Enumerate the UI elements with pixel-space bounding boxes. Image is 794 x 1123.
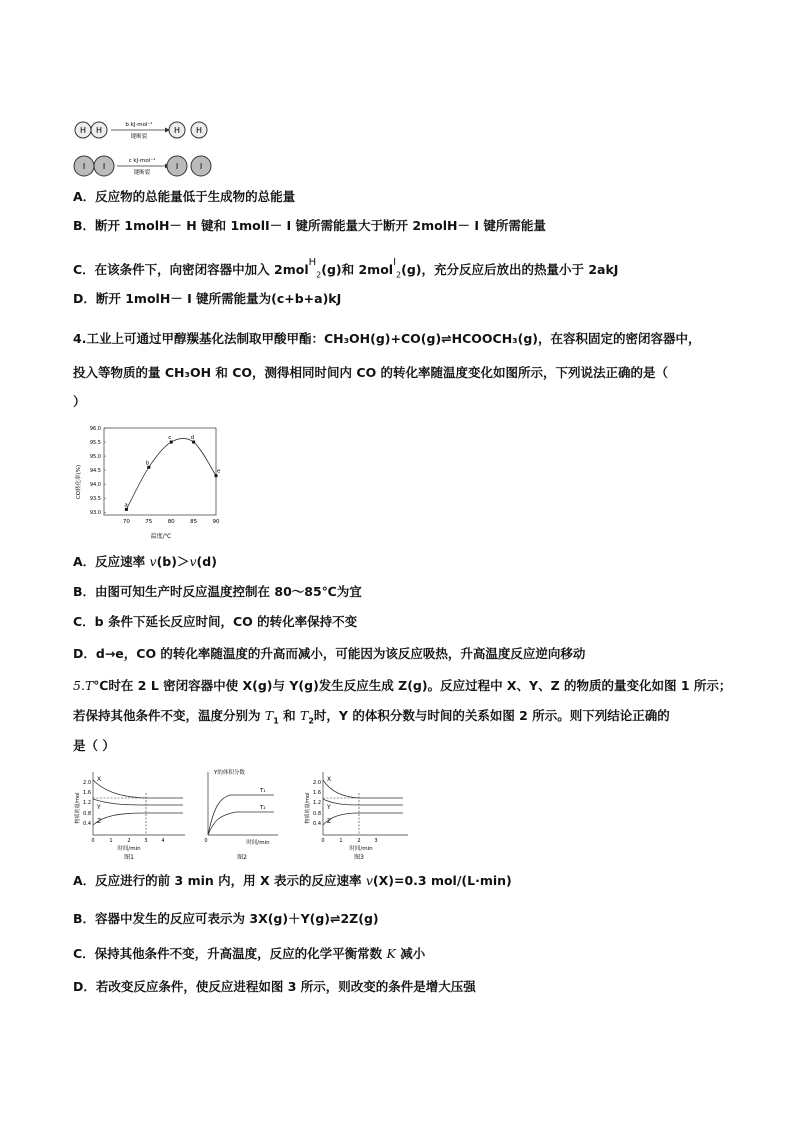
option-text: A．反应速率 (73, 554, 150, 569)
plot-frame (104, 428, 216, 515)
y-tick-label: 93.5 (89, 496, 101, 503)
q3-option-d: D．断开 1molH－ I 键所需能量为(c+b+a)kJ (73, 291, 342, 306)
arrow-label-top: b kJ·mol⁻¹ (125, 122, 153, 128)
figure-caption: 图1 (124, 854, 134, 861)
y-tick-label: 0.8 (83, 811, 91, 817)
option-text: (X)=0.3 mol/(L·min) (372, 873, 512, 888)
arrow-label-bottom: 键断裂 (133, 170, 151, 176)
h2-formula: H (308, 257, 317, 268)
q5-stem-line1 (73, 677, 731, 695)
x-curve (323, 780, 403, 798)
x-axis-label: 时间/min (117, 846, 141, 852)
equilibrium-constant-symbol: K (386, 946, 396, 961)
x-axis-label: 时间/min (349, 846, 373, 852)
y-tick-label: 94.5 (89, 468, 101, 475)
y-tick-label: 1.2 (83, 800, 91, 806)
z-curve (323, 813, 403, 825)
x-curve (93, 780, 183, 798)
x-axis-label: 时间/min (246, 840, 270, 846)
atom-label: I (199, 162, 203, 171)
x-tick-label: 4 (161, 838, 165, 844)
q3-option-c: C．在该条件下，向密闭容器中加入 2mol$^H_2$(g)和 2mol$^I_2$(g)，充分反应后放出的热量小于 2akJ (73, 257, 619, 280)
y-tick-label: 1.6 (83, 790, 91, 796)
rate-symbol: v (189, 554, 197, 569)
stem-text: 若保持其他条件不变，温度分别为 (73, 708, 265, 723)
point-label: e (217, 468, 221, 475)
option-text: (d) (196, 554, 217, 569)
origin-label: 0 (204, 838, 208, 844)
figure-2 (200, 766, 290, 863)
x-tick-label: 85 (190, 519, 198, 525)
atom-label: I (82, 162, 86, 171)
q4-option-d: D．d→e，CO 的转化率随温度的升高而减小，可能因为该反应吸热，升高温度反应逆向移动 (73, 646, 586, 661)
y-tick-label: 0.4 (313, 821, 321, 827)
y-tick-label: 95.5 (89, 440, 101, 447)
stem-text: 时，Y 的体积分数与时间的关系如图 2 所示。则下列结论正确的 (313, 708, 670, 723)
x-tick-label: 75 (145, 519, 153, 525)
co-conversion-chart (73, 420, 223, 542)
rate-symbol: v (149, 554, 157, 569)
y-axis-label: 物质的量/mol (305, 792, 311, 824)
temperature-symbol: T (84, 678, 94, 693)
curve-label: Z (327, 818, 332, 825)
i2-formula: I (393, 257, 397, 268)
q3-option-a: A．反应物的总能量低于生成物的总能量 (73, 189, 296, 204)
y-tick-label: 1.2 (313, 800, 321, 806)
y-tick-label: 95.0 (89, 454, 101, 461)
h2-bond-row (75, 121, 207, 140)
x-tick-label: 3 (374, 838, 378, 844)
q5-option-d: D．若改变反应条件，使反应进程如图 3 所示，则改变的条件是增大压强 (73, 979, 476, 994)
atom-label: H (79, 126, 87, 135)
atom-label: H (95, 126, 103, 135)
q4-option-c: C．b 条件下延长反应时间，CO 的转化率保持不变 (73, 614, 358, 629)
q4-option-a (73, 553, 217, 571)
x-tick-label: 2 (357, 838, 361, 844)
point-label: b (145, 460, 150, 467)
q5-option-a (73, 872, 512, 890)
x-tick-label: 1 (109, 838, 113, 844)
q4-stem-line2: 投入等物质的量 CH₃OH 和 CO，测得相同时间内 CO 的转化率随温度变化如图所示，下列说法正确的是（ (73, 365, 669, 380)
option-text: A．反应进行的前 3 min 内，用 X 表示的反应速率 (73, 873, 366, 888)
stem-text: 和 (278, 708, 300, 723)
curve-label: X (97, 776, 102, 783)
point-label: d (190, 435, 195, 442)
x-tick-label: 0 (321, 838, 325, 844)
x-tick-label: 1 (339, 838, 343, 844)
q4-stem-line3: ） (73, 394, 86, 409)
q5-stem-line2 (73, 707, 670, 731)
option-text: (g)，充分反应后放出的热量小于 2akJ (401, 262, 619, 278)
y-axis-label: CO转化率(%) (76, 464, 82, 500)
option-text: (b)＞ (156, 554, 190, 569)
figure-caption: 图3 (354, 854, 364, 861)
curve-label: X (327, 776, 332, 783)
x-axis-label: 温度/℃ (150, 533, 172, 540)
t1-curve (208, 795, 274, 835)
y-tick-label: 0.8 (313, 811, 321, 817)
curve-label: Z (97, 818, 102, 825)
y-curve (93, 799, 183, 805)
stem-text: ℃时在 2 L 密闭容器中使 X(g)与 Y(g)发生反应生成 Z(g)。反应过程中 X、Y、Z 的物质的量变化如图 1 所示； (93, 678, 732, 693)
temperature-symbol: T (300, 708, 309, 723)
conversion-curve (126, 438, 216, 509)
y-tick-label: 2.0 (83, 780, 91, 786)
temperature-symbol: T (264, 708, 274, 723)
atom-label: I (175, 162, 179, 171)
arrow-label-top: c kJ·mol⁻¹ (128, 158, 156, 164)
y-tick-label: 0.4 (83, 821, 91, 827)
y-tick-label: 93.0 (89, 510, 101, 517)
curve-label: Y (97, 804, 101, 811)
x-tick-label: 3 (144, 838, 148, 844)
curve-label: Y (327, 804, 331, 811)
y-tick-label: 1.6 (313, 790, 321, 796)
q5-option-b: B．容器中发生的反应可表示为 3X(g)＋Y(g)⇌2Z(g) (73, 911, 379, 926)
x-tick-label: 0 (91, 838, 95, 844)
arrow-label-bottom: 键断裂 (130, 134, 148, 140)
atom-label: I (102, 162, 106, 171)
x-tick-label: 80 (167, 519, 175, 525)
bond-breaking-diagram (73, 118, 218, 180)
option-text: C．保持其他条件不变，升高温度，反应的化学平衡常数 (73, 946, 387, 961)
q3-option-b: B．断开 1molH－ H 键和 1molI－ I 键所需能量大于断开 2molH－ I 键所需能量 (73, 218, 546, 233)
figure-3 (303, 766, 413, 863)
curve-label: T₁ (260, 788, 266, 794)
option-text: (g)和 2mol (321, 262, 394, 278)
question-number: 5. (73, 678, 85, 693)
point-label: c (168, 435, 172, 442)
y-tick-label: 2.0 (313, 780, 321, 786)
option-text: C．在该条件下，向密闭容器中加入 2mol (73, 262, 309, 278)
t2-curve (208, 812, 274, 835)
x-tick-label: 90 (212, 519, 220, 525)
figure-caption: 图2 (237, 854, 247, 861)
subscript: 1 (273, 716, 279, 726)
y-axis-label: Y的体积分数 (214, 770, 245, 776)
figure-1 (73, 766, 188, 863)
q4-stem-line1: 4.工业上可通过甲醇羰基化法制取甲酸甲酯：CH₃OH(g)+CO(g)⇌HCOOCH₃(g)，在容积固定的密闭容器中， (73, 331, 701, 346)
y-curve (323, 799, 403, 805)
x-tick-label: 2 (127, 838, 131, 844)
rate-symbol: v (365, 873, 373, 888)
q5-option-c (73, 945, 425, 963)
atom-label: H (195, 126, 203, 135)
option-text: 减小 (395, 946, 426, 961)
point-label: a (124, 502, 128, 509)
i2-bond-row (74, 156, 211, 176)
curve-label: T₂ (260, 805, 266, 811)
q5-stem-line3: 是（ ） (73, 738, 115, 753)
y-axis-label: 物质的量/mol (75, 792, 81, 824)
atom-label: H (173, 126, 181, 135)
x-tick-label: 70 (122, 519, 130, 525)
z-curve (93, 813, 183, 825)
y-tick-label: 94.0 (89, 482, 101, 489)
q4-option-b: B．由图可知生产时反应温度控制在 80～85℃为宜 (73, 584, 362, 599)
subscript: 2 (308, 716, 314, 726)
y-tick-label: 96.0 (89, 426, 101, 432)
